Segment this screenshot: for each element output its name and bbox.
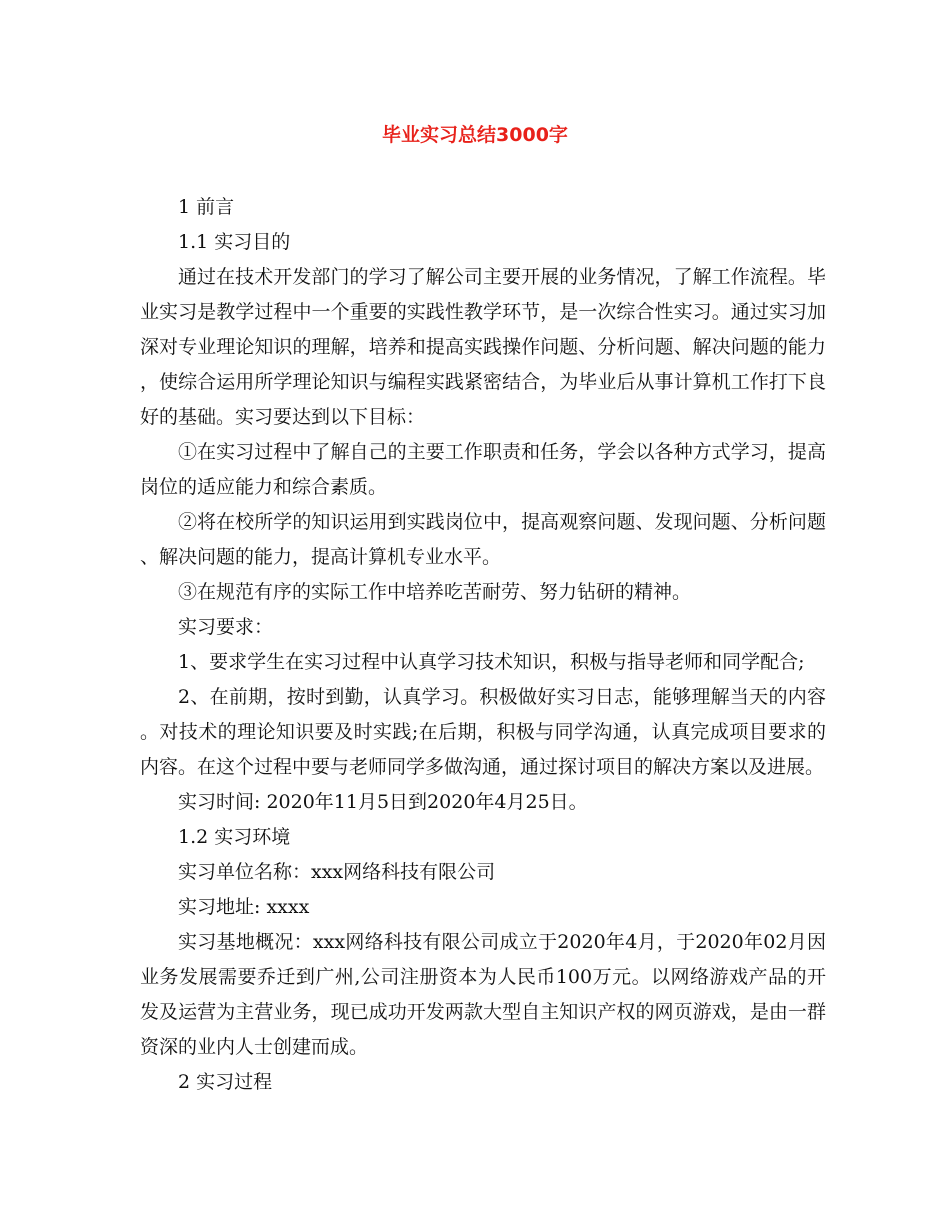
list-item-requirement-2: 2、在前期，按时到勤，认真学习。积极做好实习日志，能够理解当天的内容。对技术的理论知识要及时实践;在后期，积极与同学沟通，认真完成项目要求的内容。在这个过程中要与老师同学多做沟通，通过探讨项目的解决方案以及进展。: [140, 686, 826, 778]
paragraph-company-name: 实习单位名称：xxx网络科技有限公司: [178, 861, 496, 883]
list-item-requirement-1: 1、要求学生在实习过程中认真学习技术知识，积极与指导老师和同学配合;: [178, 651, 805, 673]
paragraph-company-address: 实习地址: xxxx: [178, 896, 310, 918]
heading-preface: 1 前言: [178, 196, 235, 218]
list-item-goal-3: ③在规范有序的实际工作中培养吃苦耐劳、努力钻研的精神。: [178, 581, 692, 603]
heading-internship-process: 2 实习过程: [178, 1071, 273, 1093]
list-item-goal-1: ①在实习过程中了解自己的主要工作职责和任务，学会以各种方式学习，提高岗位的适应能力和综合素质。: [140, 441, 826, 498]
heading-internship-purpose: 1.1 实习目的: [178, 231, 291, 253]
paragraph-company-overview: 实习基地概况：xxx网络科技有限公司成立于2020年4月，于2020年02月因业务发展需要乔迁到广州,公司注册资本为人民币100万元。以网络游戏产品的开发及运营为主营业务，现已成功开发两款大型自主知识产权的网页游戏，是由一群资深的业内人士创建而成。: [140, 931, 826, 1058]
document-body: [140, 190, 826, 1100]
document-title: 毕业实习总结3000字: [382, 124, 568, 146]
heading-requirements: 实习要求：: [178, 616, 274, 638]
paragraph-purpose-body: 通过在技术开发部门的学习了解公司主要开展的业务情况，了解工作流程。毕业实习是教学过程中一个重要的实践性教学环节，是一次综合性实习。通过实习加深对专业理论知识的理解，培养和提高实践操作问题、分析问题、解决问题的能力，使综合运用所学理论知识与编程实践紧密结合，为毕业后从事计算机工作打下良好的基础。实习要达到以下目标：: [140, 266, 826, 428]
paragraph-internship-time: 实习时间: 2020年11月5日到2020年4月25日。: [178, 791, 588, 813]
heading-internship-environment: 1.2 实习环境: [178, 826, 291, 848]
list-item-goal-2: ②将在校所学的知识运用到实践岗位中，提高观察问题、发现问题、分析问题、解决问题的能力，提高计算机专业水平。: [140, 511, 826, 568]
